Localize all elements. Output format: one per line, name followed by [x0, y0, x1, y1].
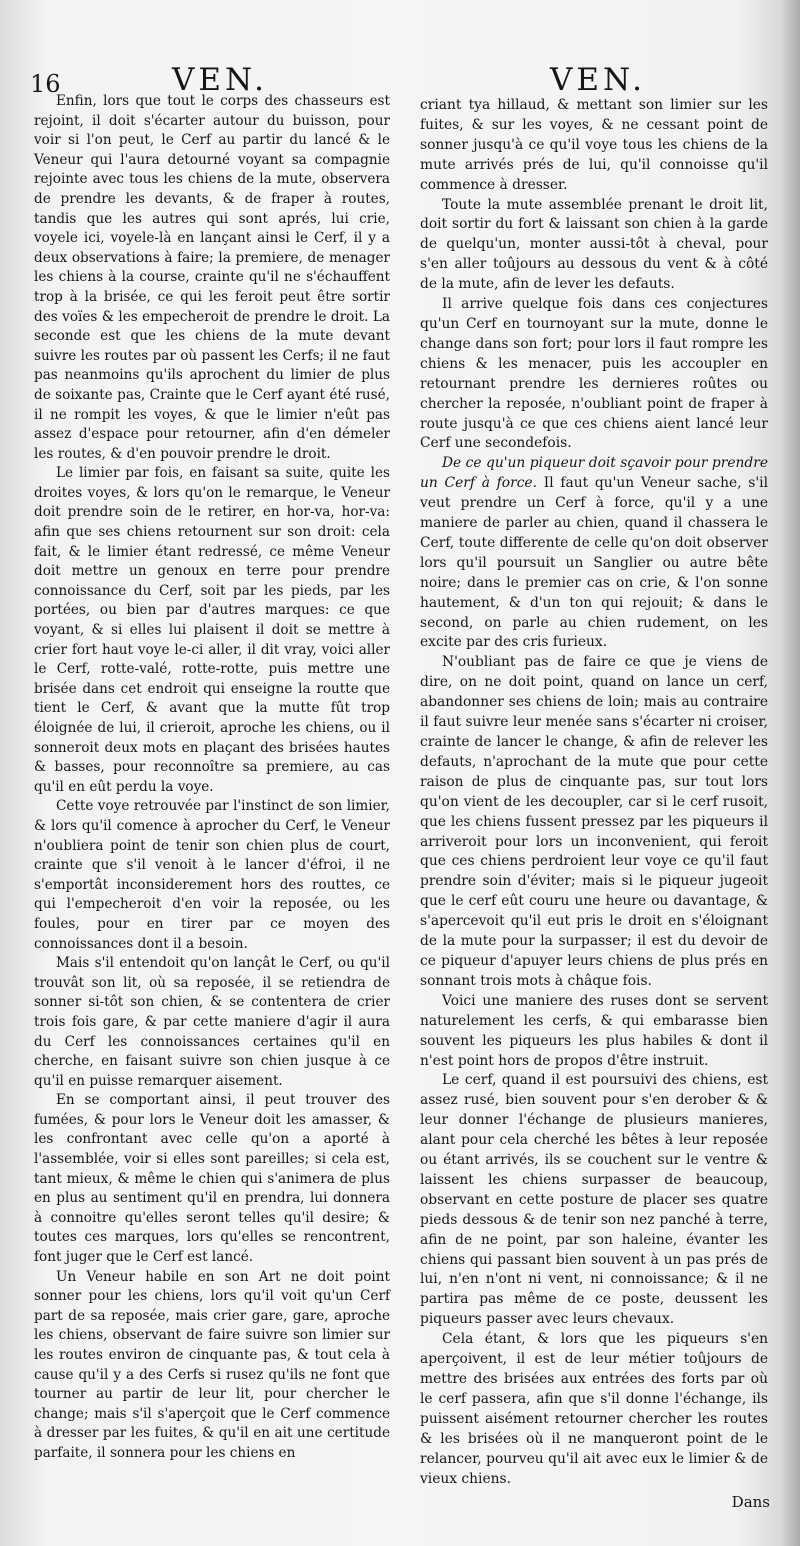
left-column	[34, 92, 390, 1464]
paragraph-continuation: criant tya hillaud, & mettant son limier sur les fuites, & sur les voyes, & ne cessant point de sonner jusqu'à ce qu'il voye tous les chiens de la mute arrivés prés de lui, qu'il connoisse qu'il commence à dresser.	[420, 97, 768, 193]
catchword: Dans	[731, 1493, 770, 1511]
running-head-left: VEN.	[172, 62, 269, 98]
paragraph: Le limier par fois, en faisant sa suite, quite les droites voyes, & lors qu'on le remarque, le Veneur doit prendre soin de le retirer, en hor-va, hor-va: afin que ses chiens retournent sur son droit: cela fait, & le limier étant redressé, ce même Veneur doit mettre un genoux en terre pour prendre connoissance du Cerf, soit par les pieds, par les portées, ou bien par d'autres marques: ce que voyant, & si elles lui plaisent il doit se mettre à crier fort haut voye le-ci aller, il dit vray, voici aller le Cerf, rotte-valé, rotte-rotte, puis mettre une brisée dans cet endroit qui enseigne la routte que tient le Cerf, & avant que la mutte fût trop éloignée de lui, il crieroit, aproche les chiens, ou il sonneroit deux mots en plaçant des brisées hautes & basses, pour reconnoître sa premiere, au cas qu'il en eût perdu la voye.	[34, 465, 390, 795]
page-number: 16	[30, 70, 61, 98]
paragraph: En se comportant ainsi, il peut trouver des fumées, & pour lors le Veneur doit les amasser, & les confrontant avec celle qu'on a aporté à l'assemblée, voir si elles sont pareilles; si cela est, tant mieux, & même le chien qui s'animera de plus en plus au sentiment qu'il en prendra, lui donnera à connoitre qu'elles seront telles qu'il desire; & toutes ces marques, lors qu'elles se rencontrent, font juger que le Cerf est lancé.	[34, 1092, 390, 1266]
paragraph: Un Veneur habile en son Art ne doit point sonner pour les chiens, lors qu'il voit qu'un Cerf part de sa reposée, mais crier gare, gare, aproche les chiens, observant de faire suivre son limier sur les routes environ de cinquante pas, & tout cela à cause qu'il y a des Cerfs si rusez qu'ils ne font que tourner au partir de leur lit, pour chercher le change; mais s'il s'aperçoit que le Cerf commence à dresser par les fuites, & qu'il en ait une certitude parfaite, il sonnera pour les chiens en	[34, 1268, 390, 1461]
paragraph: Le cerf, quand il est poursuivi des chiens, est assez rusé, bien souvent pour s'en derober & & leur donner l'échange de plusieurs manieres, alant pour cela cherché les bêtes à leur reposée ou étant arrivés, ils se couchent sur le ventre & laissent les chiens surpasser de beaucoup, observant en cette posture de placer ses quatre pieds dessous & de tenir son nez panché à terre, afin de ne point, par son haleine, évanter les chiens qui passant bien souvent à un pas prés de lui, n'en n'ont ni vent, ni connoissance; & il ne partira pas même de ce poste, deussent les piqueurs passer avec leurs chevaux.	[420, 1072, 768, 1328]
right-column	[420, 96, 768, 1489]
paragraph: Voici une maniere des ruses dont se servent naturelement les cerfs, & qui embarasse bien souvent les piqueurs les plus habiles & dont il n'est point hors de propos d'être instruit.	[420, 992, 768, 1069]
paragraph: Enfin, lors que tout le corps des chasseurs est rejoint, il doit s'écarter autour du buisson, pour voir si l'on peut, le Cerf au partir du lancé & le Veneur qui l'aura detourné voyant sa compagnie rejointe avec tous les chiens de la mute, observera de prendre les devants, & de fraper à routes, tandis que les autres qui sont aprés, lui crie, voyele ici, voyele-là en lançant ainsi le Cerf, il y a deux observations à faire; la premiere, de menager les chiens à la course, crainte qu'il ne s'échauffent trop à la brisée, ce qui les feroit peut être sortir des voïes & les empecheroit de prendre le droit. La seconde est que les chiens de la mute devant suivre les routes par où passent les Cerfs; il ne faut pas neanmoins qu'ils aprochent du limier de plus de soixante pas, Crainte que le Cerf ayant été rusé, il ne rompit les voyes, & que le limier n'eût pas assez d'espace pour retourner, afin d'en démeler les routes, & d'en pouvoir prendre le droit.	[34, 93, 390, 462]
italic-heading: De ce qu'un piqueur doit sçavoir pour prendre un Cerf à force.	[420, 455, 768, 492]
paragraph: Il arrive quelque fois dans ces conjectures qu'un Cerf en tournoyant sur la mute, donne le change dans son fort; pour lors il faut rompre les chiens & les menacer, puis les accoupler en retournant prendre les dernieres roûtes ou chercher la reposée, n'oubliant point de fraper à route jusqu'à ce que ces chiens aient lancé leur Cerf une secondefois.	[420, 296, 768, 452]
running-head-right: VEN.	[550, 62, 647, 98]
paragraph: Mais s'il entendoit qu'on lançât le Cerf, ou qu'il trouvât son lit, où sa reposée, il se retiendra de sonner si-tôt son chien, & se contentera de crier trois fois gare, & par cette maniere d'agir il aura du Cerf les connoissances certaines qu'il en cherche, en faisant suivre son chien jusque à ce qu'il en puisse remarquer aisement.	[34, 955, 390, 1089]
paragraph: N'oubliant pas de faire ce que je viens de dire, on ne doit point, quand on lance un cerf, abandonner ses chiens de loin; mais au contraire il faut suivre leur menée sans s'écarter ni croiser, crainte de lancer le change, & afin de relever les defauts, n'aprochant de la mute que pour cette raison de plus de cinquante pas, sur tout lors qu'on vient de les decoupler, car si le cerf rusoit, que les chiens fussent pressez par les piqueurs il arriveroit pour lors un inconvenient, qui feroit que ces chiens perdroient leur voye ce qu'il faut prendre soin d'éviter; mais si le piqueur jugeoit que le cerf eût couru une heure ou davantage, & s'apercevoit qu'il eut pris le droit en s'éloignant de la mute pour la surpasser; il est du devoir de ce piqueur d'apuyer leurs chiens de plus prés en sonnant trois mots à châque fois.	[420, 654, 768, 989]
paragraph-text: Il faut qu'un Veneur sache, s'il veut prendre un Cerf à force, qu'il y a une maniere de parler au chien, quand il chassera le Cerf, toute differente de celle qu'on doit observer lors qu'il poursuit un Sanglier ou autre bête noire; dans le premier cas on crie, & l'on sonne hautement, & d'un ton qui rejouit; & dans le second, on parle au chien rudement, on les excite par des cris furieux.	[420, 475, 768, 651]
paragraph: Cela étant, & lors que les piqueurs s'en aperçoivent, il est de leur métier toûjours de mettre des brisées aux entrées des forts par où le cerf passera, afin que s'il donne l'échange, ils puissent aisément retourner chercher les routes & les brisées où il ne manqueront point de le relancer, pourveu qu'il ait avec eux le limier & de vieux chiens.	[420, 1331, 768, 1487]
page-edge-shadow	[780, 0, 800, 1546]
paragraph-with-italic-heading	[420, 454, 768, 653]
paragraph: Toute la mute assemblée prenant le droit lit, doit sortir du fort & laissant son chien à la garde de quelqu'un, monter aussi-tôt à cheval, pour s'en aller toûjours au dessous du vent & à côté de la mute, afin de lever les defauts.	[420, 196, 768, 293]
paragraph: Cette voye retrouvée par l'instinct de son limier, & lors qu'il comence à aprocher du Cerf, le Veneur n'oubliera point de tenir son chien plus de court, crainte que s'il venoit à le lancer d'éfroi, il ne s'emportât inconsiderement hors des routtes, ce qui l'empecheroit d'en voir la reposée, ou les foules, pour en tirer par ce moyen des connoissances dont il a besoin.	[34, 798, 390, 952]
